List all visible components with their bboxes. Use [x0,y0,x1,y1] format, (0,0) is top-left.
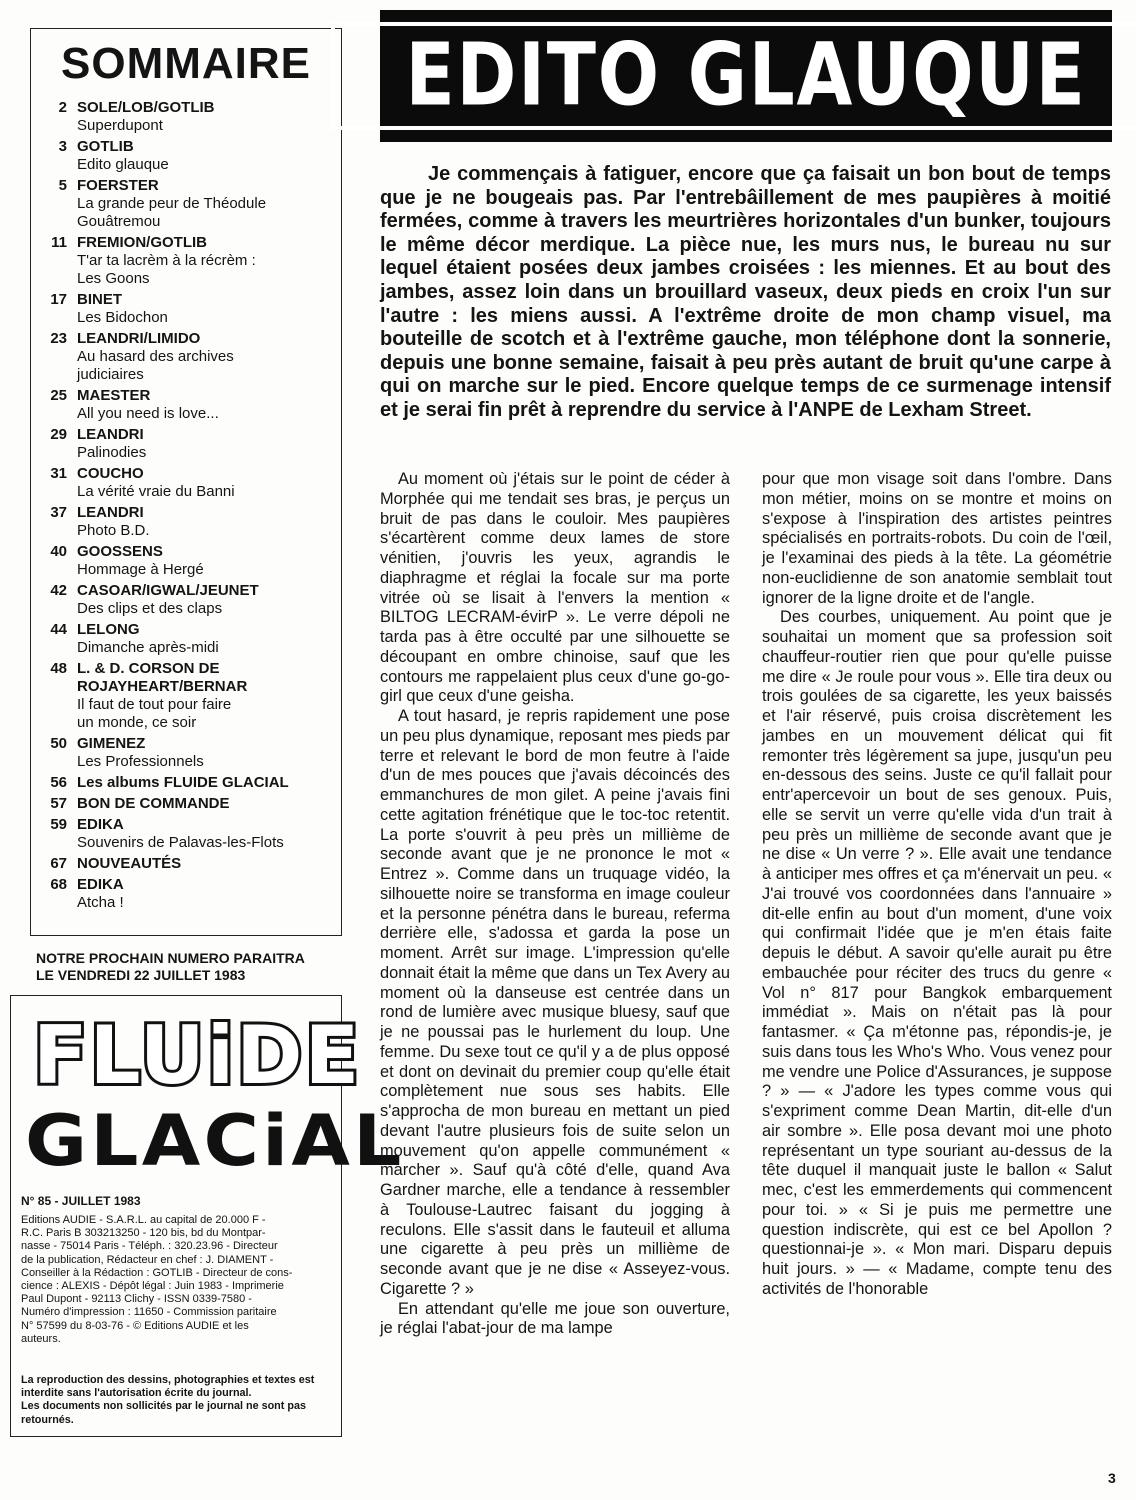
toc-page-number: 5 [58,177,67,194]
toc-authors: COUCHO [77,465,144,482]
toc-page-number: 57 [50,795,67,812]
logo-word-glacial: GLACiAL [25,1100,405,1182]
toc-entry [41,795,331,813]
toc-page-number: 56 [50,774,67,791]
toc-story-title: All you need is love... [77,405,219,422]
edito-title: EDITO GLAUQUE [405,25,1087,126]
toc-story-title: Edito glauque [77,156,169,173]
toc-page-number: 59 [50,816,67,833]
toc-entry [41,774,331,792]
toc-entry [41,99,331,135]
toc-entry-body [77,138,331,174]
toc-entry-body [77,426,331,462]
toc-entry-body [77,876,331,912]
toc-story-title: Hommage à Hergé [77,561,204,578]
toc-story-title: Atcha ! [77,894,124,911]
next-issue-notice: NOTRE PROCHAIN NUMERO PARAITRA LE VENDREDI 22 JUILLET 1983 [36,950,305,983]
article-column-left [380,470,730,1339]
edito-banner-frame [331,22,1136,130]
toc-entry [41,504,331,540]
toc-story-title: La grande peur de Théodule Gouâtremou [77,195,267,230]
toc-entry [41,621,331,657]
toc-authors: LELONG [77,621,140,638]
toc-entry [41,291,331,327]
toc-page-number: 17 [50,291,67,308]
toc-page-number: 42 [50,582,67,599]
toc-entry [41,177,331,231]
toc-authors: NOUVEAUTÉS [77,855,182,872]
toc-entry-body [77,99,331,135]
article-paragraph: A tout hasard, je repris rapidement une pose un peu plus dynamique, reposant mes pieds par terre et relevant le bord de mon feutre à l'aide d'un de mes pouces que j'avais décoincés des emmanchures de mon gilet. A peine j'avais fini cette agitation frénétique que le toc-toc retentit. La porte s'ouvrit à peu près un millième de seconde avant que je ne prononce le mot « Entrez ». Comme dans un truquage vidéo, la silhouette noire se transforma en image couleur et la personne pénétra dans le bureau, referma derrière elle, s'adossa et garda la pose un moment. Arrêt sur image. L'impression qu'elle donnait était la même que dans un Tex Avery au moment où la danseuse est centrée dans un rond de lumière avec musique bluesy, sauf que je ne poussai pas le hurlement du loup. Une femme. Du sexe tout ce qu'il y a de plus opposé et dont on devinait du premier coup qu'elle était complètement nue sous ses habits. Elle s'approcha de mon bureau en mettant un pied devant l'autre plusieurs fois de suite selon un mouvement qu'on appelle communément « marcher ». Sauf qu'à côté d'elle, quand Ava Gardner marche, elle a tendance à ressembler à Toulouse-Lautrec faisant du jogging à reculons. Elle s'assit dans le fauteuil et alluma une cigarette à peu près un millième de seconde avant que je ne dise « Asseyez-vous. Cigarette ? » [380,707,730,1298]
toc-page-number: 3 [58,138,67,155]
toc-entry-body [77,291,331,327]
toc-entry-body [77,543,331,579]
toc-authors: EDIKA [77,816,124,833]
article-paragraph: Des courbes, uniquement. Au point que je souhaitai un moment que sa profession soit chauffeur-routier rien que pour qu'elle puisse me dire « Je roule pour vous ». Elle tira deux ou trois goulées de sa cigarette, les yeux baissés et l'air réservé, puis croisa discrètement les jambes en un mouvement délicat qui fit remonter très légèrement sa jupe, jusqu'un peu en-dessous des seins. Juste ce qu'il fallait pour entr'apercevoir un bout de ses genoux. Puis, elle se servit un verre qu'elle vida d'un trait à peu près un millième de seconde avant que je ne dise « Un verre ? ». Elle avait une tendance à anticiper mes offres et ça m'énervait un peu. « J'ai trouvé vos coordonnées dans l'annuaire » dit-elle enfin au bout d'un moment, d'une voix qui confirmait l'idée que je m'en étais faite depuis le début. A savoir qu'elle aurait pu être embauchée pour réciter des trucs du genre « Vol n° 817 pour Bangkok embarquement immédiat ». Mais on n'était pas là pour fantasmer. « Ça m'étonne pas, répondis-je, je suis dans tous les Who's Who. Vous venez pour me vendre une Police d'Assurances, je suppose ? » — « J'adore les types comme vous qui s'expriment comme Dean Martin, dit-elle d'un air sombre ». Elle posa devant moi une photo représentant un type souriant au-dessus de la tête duquel il manquait juste le ballon « Salut mec, c'est les emmerdements qui commencent pour toi. » « Si je puis me permettre une question indiscrète, qui est ce bel Apollon ? questionnai-je ». « Mon mari. Disparu depuis huit jours. » — « Madame, compte tenu des activités de l'honorable [762,608,1112,1298]
toc-page-number: 67 [50,855,67,872]
toc-entry [41,855,331,873]
toc-entry-body [77,855,331,873]
toc-authors: BINET [77,291,122,308]
toc-entry [41,660,331,732]
toc-authors: BON DE COMMANDE [77,795,230,812]
toc-page-number: 29 [50,426,67,443]
toc-story-title: T'ar ta lacrèm à la récrèm : Les Goons [77,252,256,287]
toc-authors: FREMION/GOTLIB [77,234,207,251]
toc-entry-body [77,621,331,657]
toc-authors: CASOAR/IGWAL/JEUNET [77,582,259,599]
toc-entry [41,234,331,288]
toc-authors: LEANDRI/LIMIDO [77,330,201,347]
toc-entry-body [77,504,331,540]
toc-story-title: Les Professionnels [77,753,204,770]
toc-entry [41,426,331,462]
toc-page-number: 44 [50,621,67,638]
toc-story-title: Superdupont [77,117,163,134]
toc-entry-body [77,816,331,852]
toc-title: SOMMAIRE [61,39,311,88]
issue-number: N° 85 - JUILLET 1983 [21,1194,141,1208]
toc-entry-body [77,330,331,384]
toc-authors: GIMENEZ [77,735,146,752]
page-number: 3 [1108,1470,1116,1486]
toc-entry [41,735,331,771]
toc-authors: FOERSTER [77,177,159,194]
toc-story-title: Palinodies [77,444,147,461]
toc-story-title: Souvenirs de Palavas-les-Flots [77,834,284,851]
toc-page-number: 31 [50,465,67,482]
masthead [10,995,405,1437]
toc-authors: EDIKA [77,876,124,893]
toc-page-number: 11 [51,234,67,251]
article-paragraph: Au moment où j'étais sur le point de céder à Morphée qui me tendait ses bras, je perçus un bruit de pas dans le couloir. Mes paupières s'écartèrent comme deux lames de store vénitien, j'ouvris les yeux, agrandis le diaphragme et réglai la focale sur ma porte vitrée où se lisait à l'envers la mention « BILTOG LECRAM-évirP ». Le verre dépoli ne tarda pas à être occulté par une silhouette se découpant en ombre chinoise, sauf que les contours me rappelaient plus ceux d'une go-go-girl que ceux d'une geisha. [380,470,730,706]
edito-banner [380,10,1112,142]
toc-entry-body [77,774,331,792]
toc-entry [41,330,331,384]
toc-entry [41,138,331,174]
toc-page-number: 23 [50,330,67,347]
toc-page-number: 2 [58,99,67,116]
toc-entry-body [77,177,331,231]
toc-page-number: 25 [50,387,67,404]
toc-story-title: Les Bidochon [77,309,168,326]
toc-entry [41,816,331,852]
toc-story-title: La vérité vraie du Banni [77,483,235,500]
toc-authors: MAESTER [77,387,151,404]
toc-authors: L. & D. CORSON DE ROJAYHEART/BERNAR [77,660,248,695]
toc-page-number: 50 [50,735,67,752]
reproduction-notice: La reproduction des dessins, photographies et textes est interdite sans l'autorisation écrite du journal. Les documents non sollicités par le journal ne sont pas retournés. [21,1374,315,1426]
toc-entry-body [77,582,331,618]
toc-story-title: Des clips et des claps [77,600,223,617]
toc-authors: Les albums FLUIDE GLACIAL [77,774,289,791]
legal-notice: Editions AUDIE - S.A.R.L. au capital de 20.000 F - R.C. Paris B 303213250 - 120 bis, bd du Montpar- nasse - 75014 Paris - Téléph. : 320.23.96 - Directeur de la publication, Rédacteur en chef : J. DIAMENT - Conseiller à la Rédaction : GOTLIB - Directeur de cons- cience : ALEXIS - Dépôt légal : Juin 1983 - Imprimerie Paul Dupont - 92113 Clichy - ISSN 0339-7580 - Numéro d'impression : 11650 - Commission paritaire N° 57599 du 8-03-76 - © Editions AUDIE et les auteurs. [21,1214,293,1345]
toc-page-number: 68 [50,876,67,893]
toc-authors: GOOSSENS [77,543,163,560]
toc-story-title: Dimanche après-midi [77,639,219,656]
toc-story-title: Au hasard des archives judiciaires [77,348,234,383]
toc-story-title: Photo B.D. [77,522,150,539]
toc-authors: GOTLIB [77,138,134,155]
toc-entry-body [77,660,331,732]
toc-authors: LEANDRI [77,504,144,521]
article-paragraph: pour que mon visage soit dans l'ombre. Dans mon métier, moins on se montre et moins on s'expose à l'inspiration des artistes peintres spécialisés en portraits-robots. Du coin de l'œil, je l'examinai des pieds à la tête. La géométrie non-euclidienne de son anatomie semblait tout ignorer de la ligne droite et de l'angle. [762,470,1112,607]
toc-entry [41,543,331,579]
article-column-right [762,470,1112,1300]
toc-page-number: 37 [50,504,67,521]
fluide-glacial-logo [17,1008,405,1186]
toc-list [41,99,331,912]
toc-entry [41,876,331,912]
toc-authors: SOLE/LOB/GOTLIB [77,99,215,116]
toc-authors: LEANDRI [77,426,144,443]
edito-lead-paragraph: Je commençais à fatiguer, encore que ça faisait un bon bout de temps que je ne bougeais pas. Par l'entrebâillement de mes paupières à moitié fermées, comme à travers les meurtrières horizontales d'un bunker, toujours le même décor merdique. La pièce nue, les murs nus, le bureau nu sur lequel étaient posées deux jambes croisées : les miennes. Et au bout des jambes, assez loin dans un brouillard vaseux, deux pieds en croix l'un sur l'autre : les miens aussi. A l'extrême droite de mon champ visuel, ma bouteille de scotch et à l'extrême gauche, mon téléphone dont la sonnerie, depuis une bonne semaine, faisait à peu près autant de bruit qu'une carpe à qui on marche sur le pied. Encore quelque temps de ce surmenage intensif et je serai fin prêt à reprendre du service à l'ANPE de Lexham Street. [380,163,1111,421]
toc-entry [41,387,331,423]
toc-entry [41,465,331,501]
toc-story-title: Il faut de tout pour faire un monde, ce soir [77,696,232,731]
toc-entry [41,582,331,618]
toc-entry-body [77,735,331,771]
toc-entry-body [77,234,331,288]
article-paragraph: En attendant qu'elle me joue son ouverture, je réglai l'abat-jour de ma lampe [380,1299,730,1338]
logo-word-fluide: FLUiDE [33,1009,362,1102]
toc-page-number: 48 [50,660,67,677]
toc-page-number: 40 [50,543,67,560]
toc-entry-body [77,465,331,501]
toc-entry-body [77,795,331,813]
toc-entry-body [77,387,331,423]
table-of-contents [30,28,342,936]
